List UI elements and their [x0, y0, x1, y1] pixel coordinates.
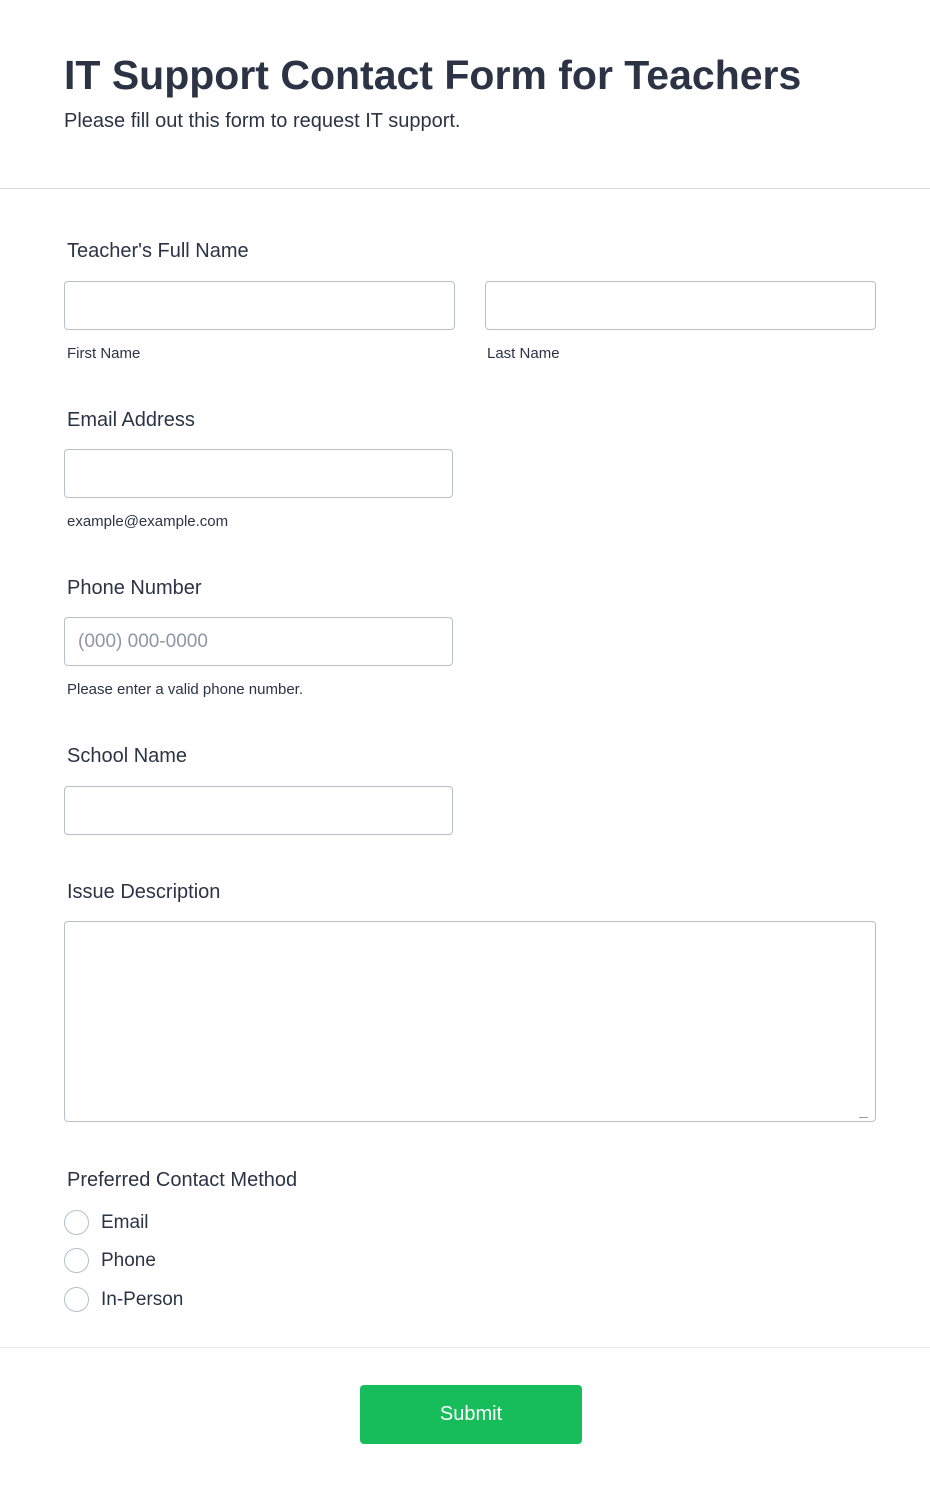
issue-textarea-wrap [64, 921, 876, 1122]
phone-input[interactable] [64, 617, 453, 666]
school-label: School Name [67, 745, 188, 767]
radio-circle-icon[interactable] [64, 1210, 89, 1235]
contact-method-label: Preferred Contact Method [67, 1169, 298, 1191]
first-name-input[interactable] [64, 281, 455, 330]
last-name-sublabel: Last Name [487, 345, 560, 362]
page-subtitle: Please fill out this form to request IT support. [64, 110, 461, 132]
radio-circle-icon[interactable] [64, 1248, 89, 1273]
phone-sublabel: Please enter a valid phone number. [67, 681, 303, 698]
radio-label: Phone [101, 1249, 156, 1271]
radio-label: Email [101, 1211, 149, 1233]
email-sublabel: example@example.com [67, 513, 229, 530]
page-title: IT Support Contact Form for Teachers [64, 52, 802, 98]
radio-in-person[interactable] [64, 1287, 183, 1312]
email-label: Email Address [67, 409, 195, 431]
full-name-label: Teacher's Full Name [67, 240, 249, 262]
radio-phone[interactable] [64, 1248, 156, 1273]
radio-email[interactable] [64, 1210, 149, 1235]
phone-label: Phone Number [67, 577, 202, 599]
email-input[interactable] [64, 449, 453, 498]
school-input[interactable] [64, 786, 453, 835]
radio-circle-icon[interactable] [64, 1287, 89, 1312]
radio-label: In-Person [101, 1288, 184, 1310]
issue-label: Issue Description [67, 881, 221, 903]
submit-button[interactable]: Submit [360, 1385, 582, 1444]
header-divider [0, 188, 930, 189]
first-name-sublabel: First Name [67, 345, 141, 362]
issue-textarea[interactable] [64, 921, 876, 1122]
footer-divider [0, 1347, 930, 1348]
last-name-input[interactable] [485, 281, 876, 330]
